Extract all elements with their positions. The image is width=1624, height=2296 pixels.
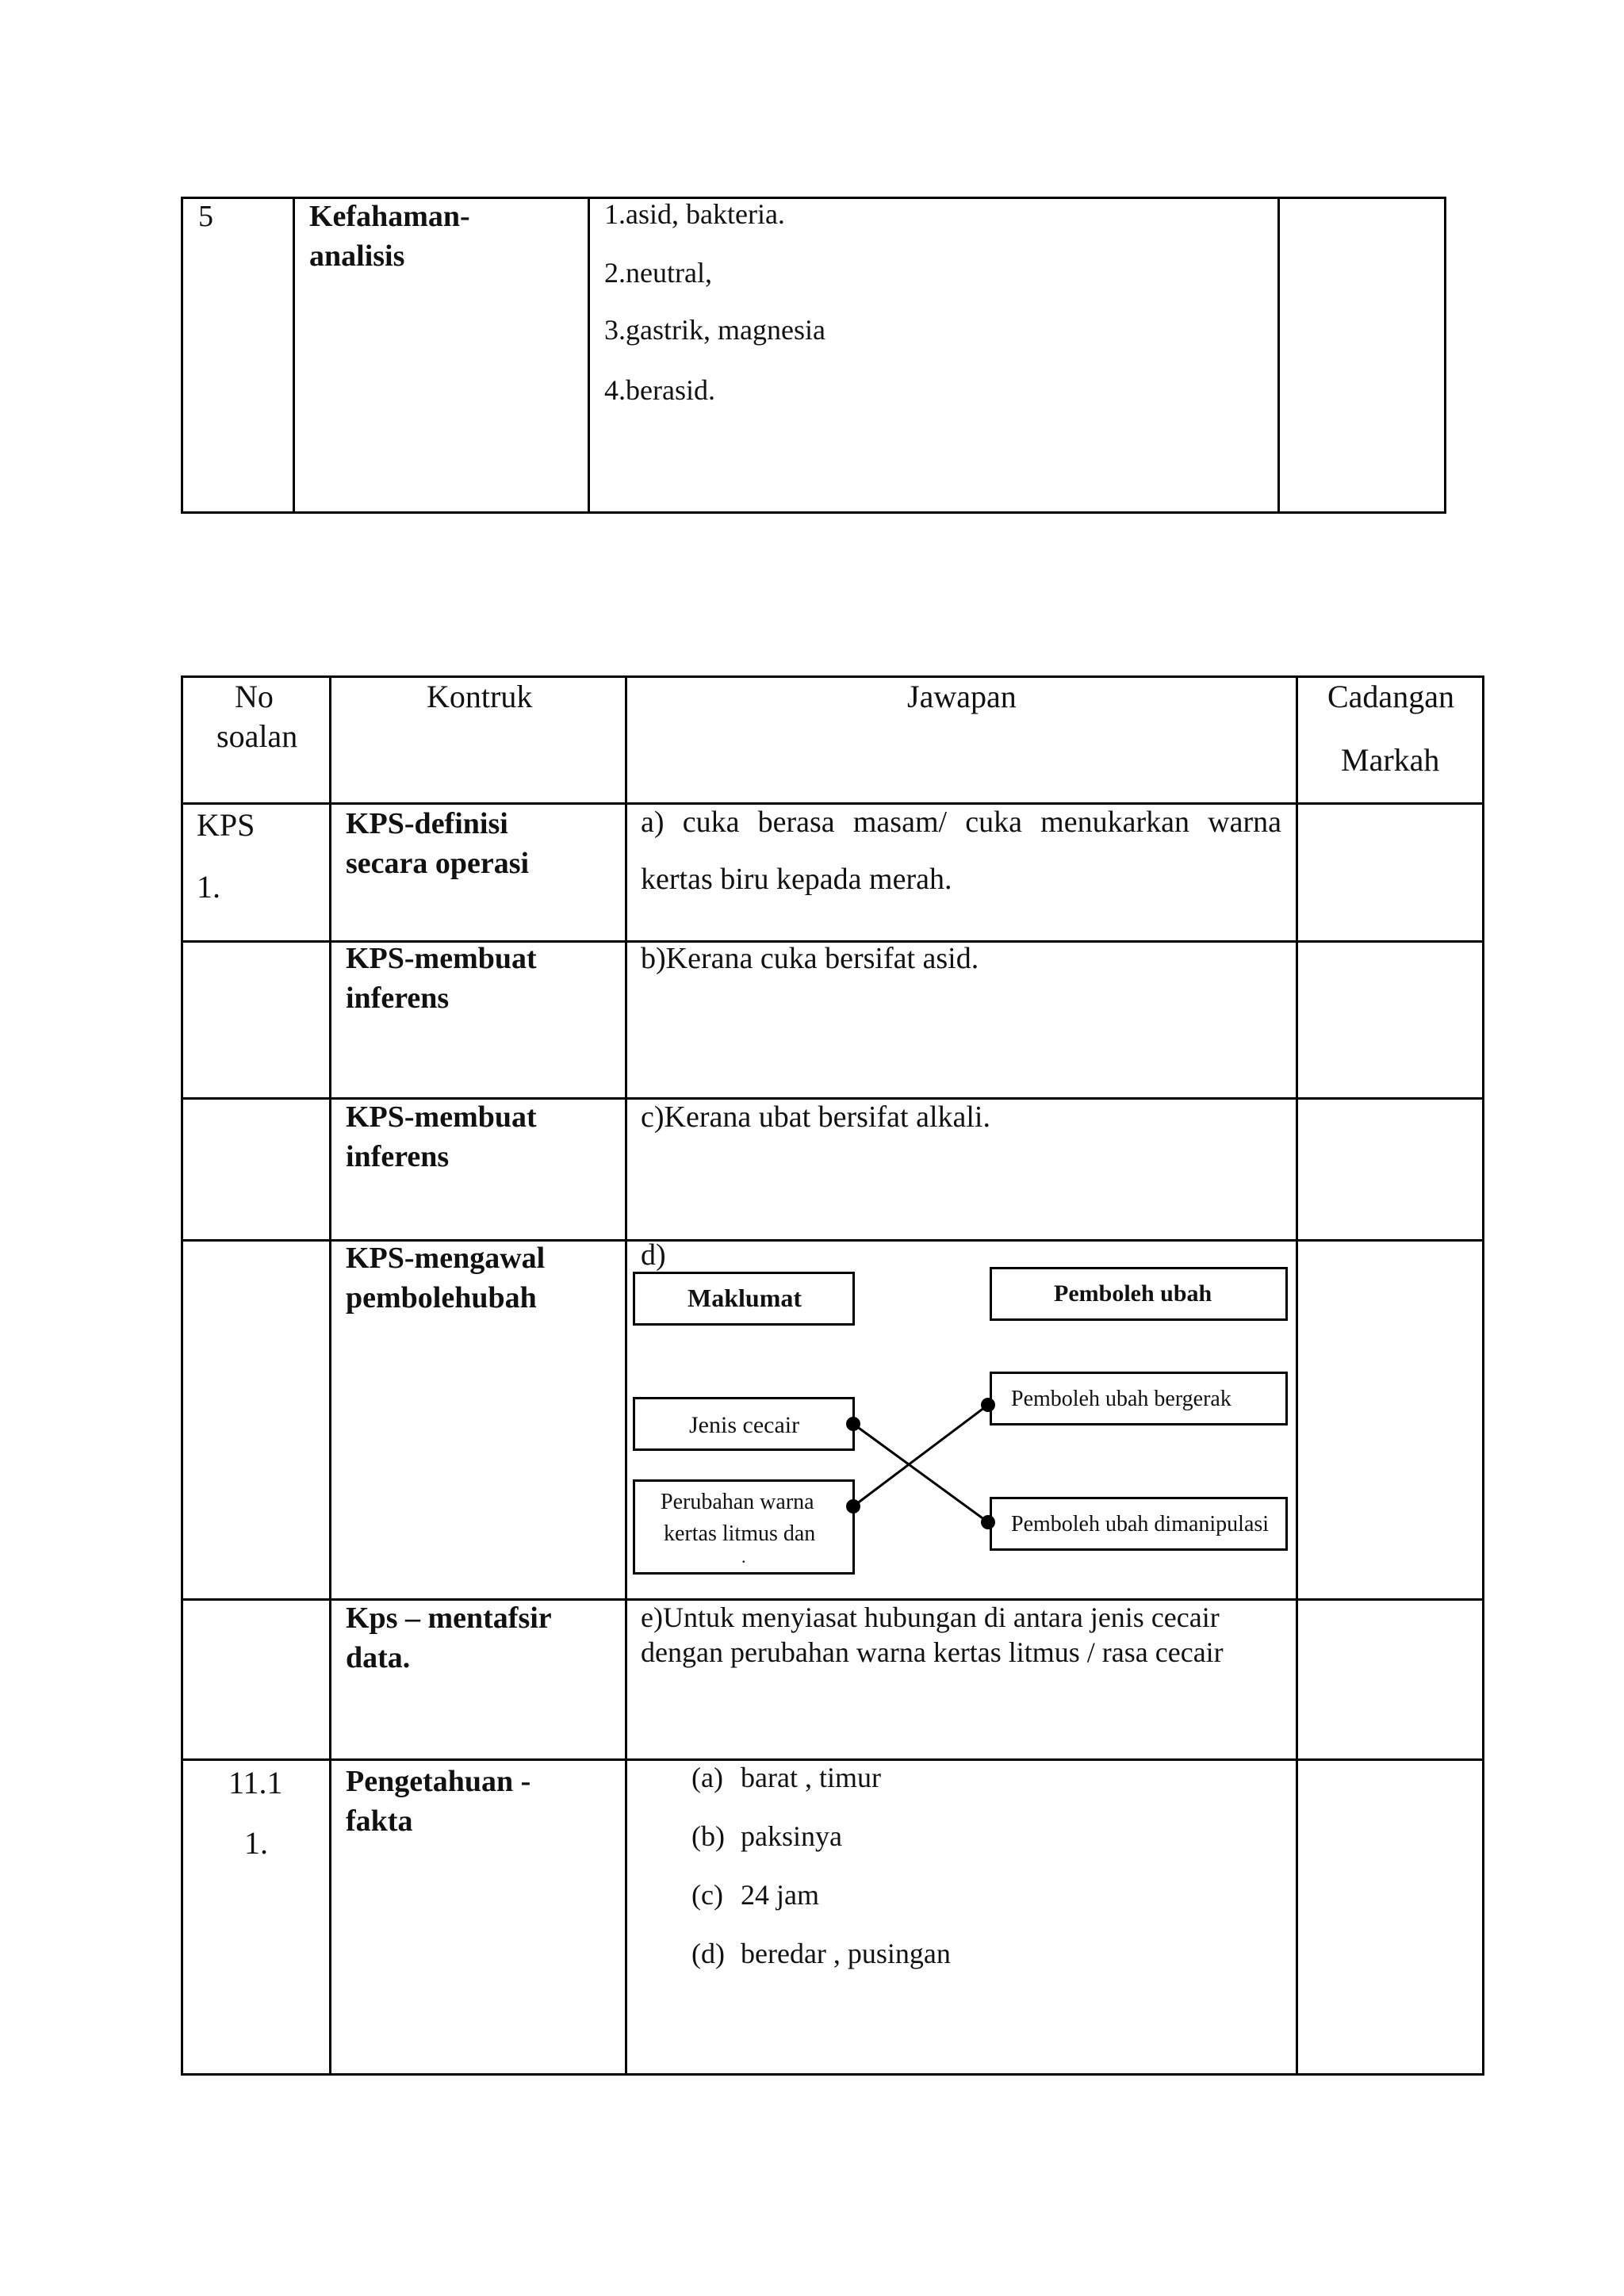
kontruk-label: KPS-membuat xyxy=(346,1100,537,1134)
list-label: (a) xyxy=(691,1762,723,1793)
answer-text: b)Kerana cuka bersifat asid. xyxy=(641,942,979,975)
list-text: barat , timur xyxy=(741,1762,881,1793)
header-jawapan: Jawapan xyxy=(907,679,1017,714)
answer-text: e)Untuk menyiasat hubungan di antara jenis cecair xyxy=(641,1601,1220,1633)
list-label: (b) xyxy=(691,1820,725,1852)
answer-line: 3.gastrik, magnesia xyxy=(604,314,825,346)
maklumat-label: Maklumat xyxy=(688,1284,802,1312)
answer-text: c)Kerana ubat bersifat alkali. xyxy=(641,1100,990,1134)
kontruk-label: pembolehubah xyxy=(346,1281,537,1314)
row-number: 11.1 xyxy=(228,1765,283,1800)
header-no-line2: soalan xyxy=(216,718,298,754)
row-number-sub: 1. xyxy=(197,869,220,905)
answer-text: a) cuka berasa masam/ cuka menukarkan warna xyxy=(641,806,1281,839)
connector-dot xyxy=(846,1417,860,1431)
kontruk-label: inferens xyxy=(346,982,450,1015)
answer-line: 1.asid, bakteria. xyxy=(604,198,785,230)
dimanipulasi-box xyxy=(990,1497,1288,1551)
perubahan-label: kertas litmus dan xyxy=(664,1521,816,1546)
header-markah: Markah xyxy=(1341,742,1440,778)
list-text: beredar , pusingan xyxy=(741,1938,951,1969)
kontruk-label: KPS-membuat xyxy=(346,942,537,975)
kontruk-label: KPS-definisi xyxy=(346,807,508,840)
jenis-cecair-label: Jenis cecair xyxy=(689,1412,800,1438)
kontruk-label: fakta xyxy=(346,1804,413,1838)
kontruk-label-line1: Kefahaman- xyxy=(309,200,470,233)
kontruk-label: data. xyxy=(346,1641,411,1674)
connector-dot xyxy=(981,1515,995,1529)
maklumat-box xyxy=(633,1272,855,1326)
dimanipulasi-label: Pemboleh ubah dimanipulasi xyxy=(1011,1512,1270,1536)
question-number: 5 xyxy=(198,200,213,233)
kontruk-label: Kps – mentafsir xyxy=(346,1601,552,1635)
kontruk-label: KPS-mengawal xyxy=(346,1242,546,1275)
header-no: No xyxy=(235,679,274,714)
list-label: (d) xyxy=(691,1938,725,1969)
bergerak-label: Pemboleh ubah bergerak xyxy=(1011,1387,1231,1411)
connector-dot xyxy=(981,1398,995,1412)
kontruk-label-line2: analisis xyxy=(309,239,405,273)
perubahan-label: Perubahan warna xyxy=(661,1490,814,1514)
answer-text: kertas biru kepada merah. xyxy=(641,863,952,896)
answer-text: d) xyxy=(641,1238,666,1272)
perubahan-label: . xyxy=(741,1547,746,1567)
pemboleh-ubah-label: Pemboleh ubah xyxy=(1054,1280,1212,1307)
bergerak-box xyxy=(990,1372,1288,1425)
header-kontruk: Kontruk xyxy=(427,679,533,714)
kontruk-label: secara operasi xyxy=(346,847,530,880)
kontruk-label: Pengetahuan - xyxy=(346,1765,531,1798)
list-label: (c) xyxy=(691,1879,723,1911)
row-number-sub: 1. xyxy=(244,1825,268,1861)
list-text: paksinya xyxy=(741,1820,842,1852)
perubahan-warna-box xyxy=(633,1479,855,1575)
row-number: KPS xyxy=(197,807,255,843)
answer-text: dengan perubahan warna kertas litmus / rasa cecair xyxy=(641,1636,1224,1668)
connector-dot xyxy=(846,1499,860,1513)
answer-line: 2.neutral, xyxy=(604,257,712,289)
header-cadangan: Cadangan xyxy=(1327,679,1454,714)
list-text: 24 jam xyxy=(741,1879,819,1911)
kontruk-label: inferens xyxy=(346,1140,450,1173)
answer-line: 4.berasid. xyxy=(604,374,715,406)
pemboleh-ubah-box xyxy=(990,1267,1288,1321)
jenis-cecair-box xyxy=(633,1397,855,1451)
